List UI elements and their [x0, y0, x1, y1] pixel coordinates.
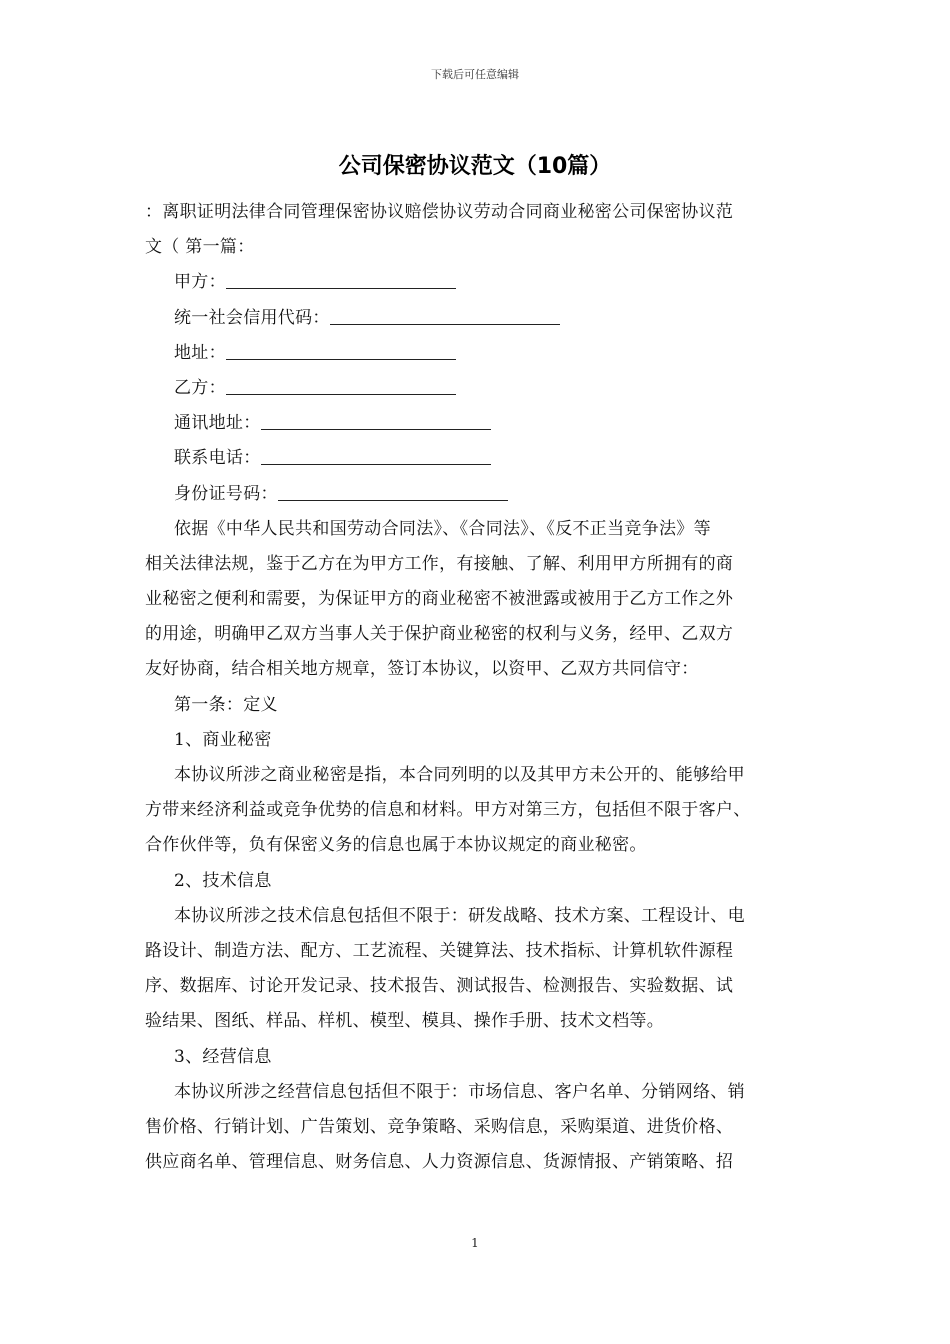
paragraph-line: 序、数据库、讨论开发记录、技术报告、测试报告、检测报告、实验数据、试 [145, 976, 734, 997]
field-party-b [145, 371, 819, 406]
preamble-line: 友好协商，结合相关地方规章，签订本协议，以资甲、乙双方共同信守： [145, 659, 699, 680]
paragraph-line: 方带来经济利益或竞争优势的信息和材料。甲方对第三方，包括但不限于客户、 [145, 800, 751, 821]
paragraph-line: 验结果、图纸、样品、样机、模型、模具、操作手册、技术文档等。 [145, 1011, 664, 1032]
field-label: 统一社会信用代码： [174, 307, 330, 328]
article-heading: 第一条：定义 [174, 694, 278, 715]
field-label: 乙方： [174, 377, 226, 398]
preamble-line: 相关法律法规，鉴于乙方在为甲方工作，有接触、了解、利用甲方所拥有的商 [145, 553, 734, 574]
field-phone [145, 441, 819, 476]
field-credit-code [145, 301, 819, 336]
paragraph-line: 路设计、制造方法、配方、工艺流程、关键算法、技术指标、计算机软件源程 [145, 940, 734, 961]
document-body [145, 195, 819, 1180]
paragraph-line: 本协议所涉之经营信息包括但不限于：市场信息、客户名单、分销网络、销 [174, 1081, 745, 1102]
field-party-a [145, 265, 819, 300]
keywords-line: 文（ 第一篇： [145, 237, 255, 258]
field-label: 地址： [174, 342, 226, 363]
fill-in-blank [226, 268, 456, 289]
preamble-line: 业秘密之便利和需要，为保证甲方的商业秘密不被泄露或被用于乙方工作之外 [145, 589, 734, 610]
field-label: 身份证号码： [174, 483, 278, 504]
paragraph-line: 售价格、行销计划、广告策划、竞争策略、采购信息，采购渠道、进货价格、 [145, 1116, 734, 1137]
paragraph-line: 合作伙伴等，负有保密义务的信息也属于本协议规定的商业秘密。 [145, 835, 647, 856]
paragraph-line: 本协议所涉之技术信息包括但不限于：研发战略、技术方案、工程设计、电 [174, 905, 745, 926]
fill-in-blank [226, 374, 456, 395]
page-number: 1 [471, 1236, 479, 1250]
section-heading: 1、商业秘密 [174, 729, 272, 750]
keywords-line: ：离职证明法律合同管理保密协议赔偿协议劳动合同商业秘密公司保密协议范 [145, 202, 734, 222]
preamble-line: 的用途，明确甲乙双方当事人关于保护商业秘密的权利与义务，经甲、乙双方 [145, 624, 734, 645]
document-title: 公司保密协议范文（10篇） [338, 154, 612, 179]
field-mailing-address [145, 406, 819, 441]
field-label: 联系电话： [174, 448, 261, 469]
field-label: 甲方： [174, 272, 226, 293]
fill-in-blank [330, 304, 560, 325]
fill-in-blank [226, 339, 456, 360]
field-label: 通讯地址： [174, 413, 261, 434]
section-heading: 2、技术信息 [174, 870, 272, 891]
paragraph-line: 本协议所涉之商业秘密是指，本合同列明的以及其甲方未公开的、能够给甲 [174, 765, 745, 785]
header-note: 下载后可任意编辑 [431, 68, 519, 81]
preamble-line: 依据《中华人民共和国劳动合同法》、《合同法》、《反不正当竞争法》等 [174, 518, 711, 539]
field-id-number [145, 477, 819, 512]
section-heading: 3、经营信息 [174, 1046, 272, 1067]
fill-in-blank [261, 444, 491, 465]
field-address [145, 336, 819, 371]
paragraph-line: 供应商名单、管理信息、财务信息、人力资源信息、货源情报、产销策略、招 [145, 1152, 734, 1173]
fill-in-blank [278, 480, 508, 501]
fill-in-blank [261, 409, 491, 430]
